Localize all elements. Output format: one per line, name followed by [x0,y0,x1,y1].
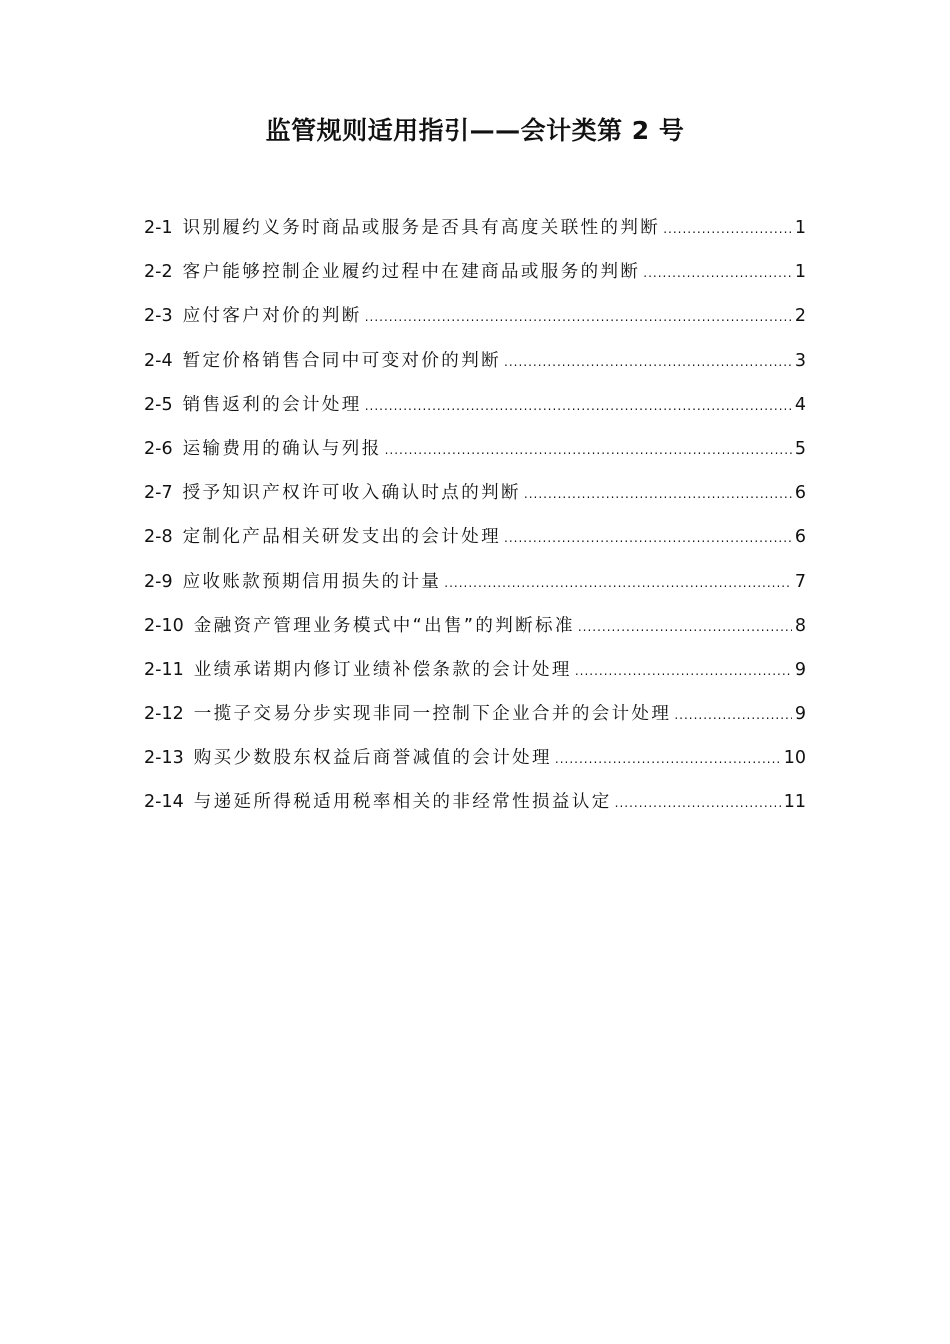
toc-entry-number: 2-2 [144,262,173,283]
toc-entry-page: 1 [794,262,806,283]
toc-entry-page: 7 [794,571,806,592]
toc-dot-leader [365,299,792,335]
toc-entry[interactable] [144,564,806,608]
toc-entry-page: 3 [794,350,806,371]
toc-entry-number: 2-13 [144,748,184,769]
toc-entry-title: 金融资产管理业务模式中“出售”的判断标准 [193,615,575,636]
toc-entry-title: 暂定价格销售合同中可变对价的判断 [182,350,501,371]
table-of-contents [144,210,806,829]
toc-entry[interactable] [144,431,806,475]
toc-entry-title: 销售返利的会计处理 [182,394,362,415]
toc-dot-leader [444,565,792,601]
toc-dot-leader [385,432,792,468]
toc-dot-leader [555,741,781,777]
toc-entry-number: 2-11 [144,659,184,680]
toc-entry[interactable] [144,696,806,740]
toc-dot-leader [575,653,792,689]
toc-dot-leader [365,388,792,424]
toc-entry-page: 9 [794,659,806,680]
toc-entry-number: 2-5 [144,394,173,415]
toc-entry-page: 6 [794,483,806,504]
toc-entry-number: 2-7 [144,483,173,504]
toc-entry[interactable] [144,254,806,298]
toc-entry-number: 2-1 [144,218,173,238]
toc-entry-page: 8 [794,615,806,636]
toc-entry-title: 一揽子交易分步实现非同一控制下企业合并的会计处理 [193,704,672,725]
toc-entry-number: 2-14 [144,792,184,813]
toc-entry-title: 购买少数股东权益后商誉减值的会计处理 [193,748,552,769]
toc-dot-leader [524,476,792,512]
toc-entry-title: 定制化产品相关研发支出的会计处理 [182,527,501,548]
toc-entry-number: 2-3 [144,306,173,327]
toc-dot-leader [578,609,792,645]
toc-dot-leader [674,697,792,733]
toc-entry-number: 2-4 [144,350,173,371]
toc-entry-number: 2-9 [144,571,173,592]
toc-entry-page: 9 [794,704,806,725]
toc-entry-number: 2-12 [144,704,184,725]
toc-dot-leader [643,255,792,291]
toc-entry[interactable] [144,519,806,563]
document-title: 监管规则适用指引——会计类第 2 号 [265,116,685,145]
toc-entry-title: 授予知识产权许可收入确认时点的判断 [182,483,521,504]
toc-entry-title: 客户能够控制企业履约过程中在建商品或服务的判断 [182,262,641,283]
toc-dot-leader [504,344,792,380]
toc-entry-page: 1 [794,218,806,238]
toc-entry-page: 4 [794,394,806,415]
toc-entry[interactable] [144,343,806,387]
toc-entry-number: 2-8 [144,527,173,548]
toc-entry-page: 6 [794,527,806,548]
toc-entry-page: 11 [783,792,806,813]
toc-entry-page: 10 [783,748,806,769]
toc-dot-leader [663,211,792,247]
toc-entry[interactable] [144,387,806,431]
toc-entry[interactable] [144,740,806,784]
toc-entry-number: 2-10 [144,615,184,636]
toc-entry-page: 2 [794,306,806,327]
toc-entry[interactable] [144,784,806,828]
toc-entry-title: 运输费用的确认与列报 [182,438,382,459]
toc-entry[interactable] [144,652,806,696]
toc-entry[interactable] [144,210,806,254]
toc-entry[interactable] [144,298,806,342]
toc-entry-number: 2-6 [144,438,173,459]
toc-entry[interactable] [144,608,806,652]
toc-entry[interactable] [144,475,806,519]
toc-entry-title: 应收账款预期信用损失的计量 [182,571,442,592]
toc-entry-title: 识别履约义务时商品或服务是否具有高度关联性的判断 [182,218,661,238]
toc-entry-title: 业绩承诺期内修订业绩补偿条款的会计处理 [193,659,572,680]
toc-entry-page: 5 [794,438,806,459]
toc-entry-title: 与递延所得税适用税率相关的非经常性损益认定 [193,792,612,813]
toc-dot-leader [615,785,781,821]
toc-dot-leader [504,520,792,556]
toc-entry-title: 应付客户对价的判断 [182,306,362,327]
